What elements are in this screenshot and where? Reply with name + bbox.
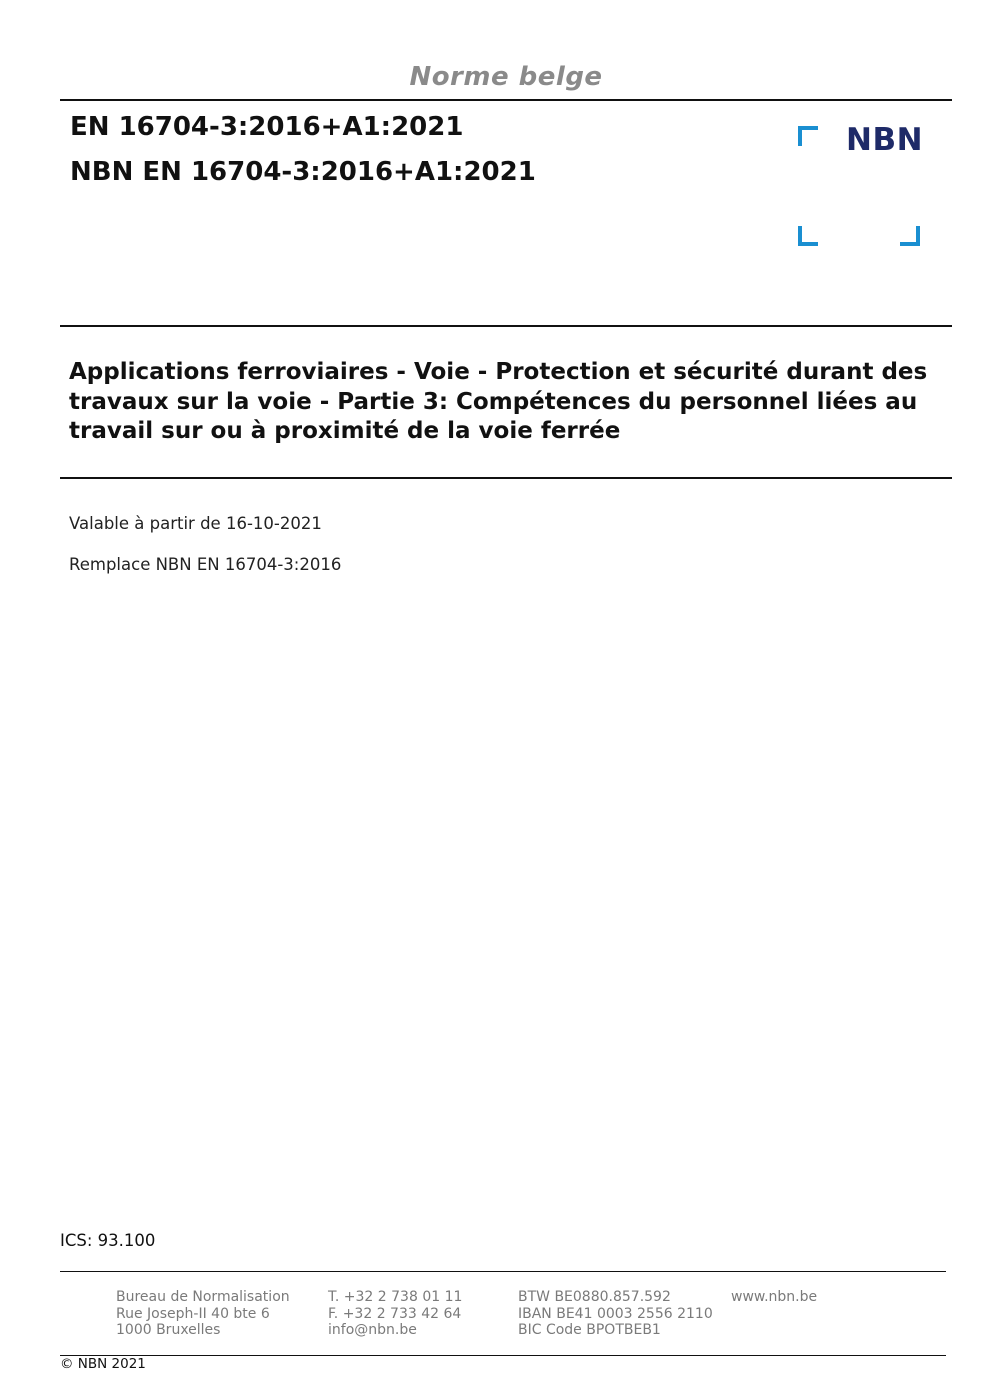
footer-address	[116, 1289, 290, 1339]
logo-text: NBN	[846, 122, 924, 158]
standard-en-number: EN 16704-3:2016+A1:2021	[70, 112, 464, 142]
document-title: Applications ferroviaires - Voie - Protection et sécurité durant des travaux sur la voie - Partie 3: Compétences du personnel liées au travail sur ou à proximité de la voie ferrée	[69, 359, 928, 444]
footer-website	[731, 1289, 817, 1306]
title-bottom-divider	[60, 477, 952, 479]
email-link[interactable]: info@nbn.be	[328, 1322, 417, 1339]
vat-number: BTW BE0880.857.592	[518, 1289, 671, 1305]
iban-number: IBAN BE41 0003 2556 2110	[518, 1305, 713, 1322]
address-line: Rue Joseph-II 40 bte 6	[116, 1305, 270, 1322]
norme-belge-label: Norme belge	[409, 62, 603, 92]
logo-corner-bottom-left	[798, 226, 818, 246]
fax-number: F. +32 2 733 42 64	[328, 1305, 462, 1322]
footer-contact	[328, 1289, 462, 1339]
footer-top-divider	[60, 1271, 946, 1272]
ics-code: ICS: 93.100	[60, 1231, 156, 1250]
header-divider	[60, 99, 952, 101]
address-line: 1000 Bruxelles	[116, 1322, 221, 1339]
standard-nbn-number: NBN EN 16704-3:2016+A1:2021	[70, 157, 536, 187]
phone-number: T. +32 2 738 01 11	[328, 1289, 463, 1305]
bic-code: BIC Code BPOTBEB1	[518, 1322, 661, 1339]
website-link[interactable]: www.nbn.be	[731, 1289, 818, 1305]
copyright-notice: © NBN 2021	[60, 1356, 146, 1372]
title-top-divider	[60, 325, 952, 327]
address-line: Bureau de Normalisation	[116, 1289, 290, 1305]
logo-corner-bottom-right	[900, 226, 920, 246]
valid-from-text: Valable à partir de 16-10-2021	[69, 514, 322, 533]
nbn-logo	[798, 122, 924, 246]
logo-corner-top-left	[798, 126, 818, 146]
footer-bottom-divider	[60, 1355, 946, 1356]
footer-bank	[518, 1289, 713, 1339]
replaces-text: Remplace NBN EN 16704-3:2016	[69, 555, 342, 574]
